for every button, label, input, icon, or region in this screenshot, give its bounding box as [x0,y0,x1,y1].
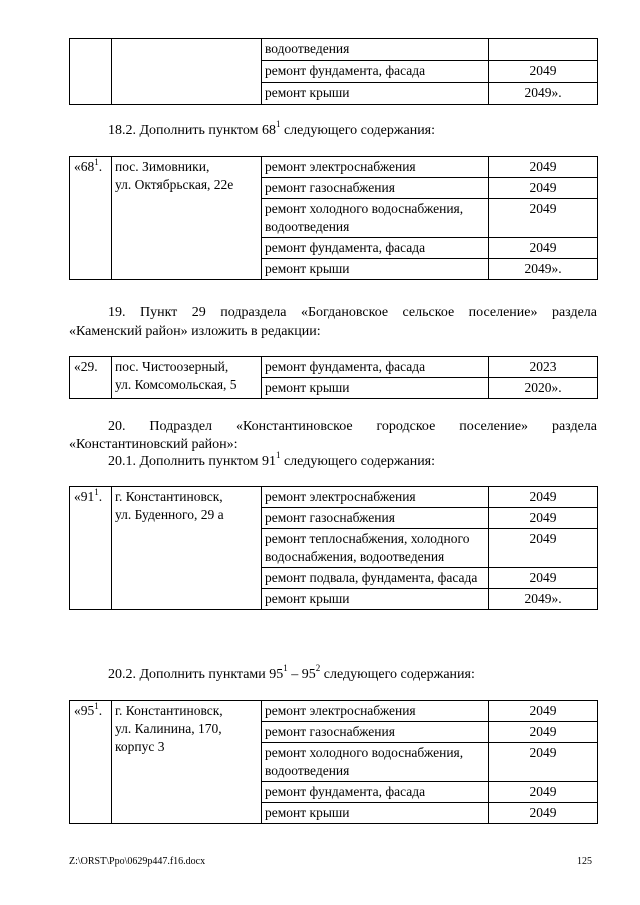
table-cell-year: 2049 [489,238,598,259]
table-cell-year: 2049». [489,589,598,610]
table-item-29 [69,356,598,399]
table-continuation [69,38,598,105]
table-cell-year: 2049 [489,722,598,743]
table-cell-work: ремонт холодного водоснабжения, водоотведения [262,199,489,238]
footer-file-path: Z:\ORST\Ppo\0629p447.f16.docx [69,856,206,867]
table-cell-work: ремонт крыши [262,83,489,105]
paragraph-20-line2: «Константиновский район»: [69,437,238,452]
table-cell-year: 2049 [489,487,598,508]
paragraph-19-line1: 19. Пункт 29 подраздела «Богдановское сельское поселение» раздела [108,305,597,320]
table-row [70,357,598,378]
table-cell-work: ремонт холодного водоснабжения, водоотведения [262,743,489,782]
table-cell-work: ремонт газоснабжения [262,508,489,529]
table-cell-number: «29. [70,357,112,399]
table-cell-work: ремонт крыши [262,378,489,399]
table-cell-year: 2049 [489,157,598,178]
table-cell-year: 2049 [489,529,598,568]
table-cell-work: ремонт теплоснабжения, холодного водоснабжения, водоотведения [262,529,489,568]
table-row [70,39,598,61]
paragraph-18-2 [69,121,597,141]
table-cell-year: 2020». [489,378,598,399]
table-cell-work: ремонт подвала, фундамента, фасада [262,568,489,589]
superscript: 2 [315,663,321,674]
table-cell-year: 2049 [489,199,598,238]
table-cell-work: ремонт электроснабжения [262,701,489,722]
table-cell-number [70,39,112,105]
table-cell-work: ремонт электроснабжения [262,487,489,508]
table-cell-work: ремонт крыши [262,259,489,280]
paragraph-text: 20.1. Дополнить пунктом 91 [108,454,276,469]
table-cell-work: ремонт фундамента, фасада [262,238,489,259]
table-cell-work: ремонт фундамента, фасада [262,357,489,378]
paragraph-20-2 [69,665,597,685]
paragraph-text: следующего содержания: [320,667,475,682]
table-cell-number: «$91^1$. [70,487,112,610]
paragraph-text: следующего содержания: [280,454,436,469]
table-cell-work: ремонт фундамента, фасада [262,782,489,803]
paragraph-text: 18.2. Дополнить пунктом 68 [108,123,276,138]
table-cell-address: г. Константиновск, ул. Калинина, 170, корпус 3 [112,701,262,824]
table-item-91-1 [69,486,598,610]
superscript: 1 [275,119,281,130]
table-cell-number: «$95^1$. [70,701,112,824]
table-row [70,157,598,178]
table-cell-year: 2023 [489,357,598,378]
table-row [70,701,598,722]
table-cell-address [112,39,262,105]
table-row [70,487,598,508]
paragraph-text: – 95 [287,667,316,682]
table-cell-year: 2049 [489,803,598,824]
table-cell-year: 2049 [489,743,598,782]
table-cell-year: 2049 [489,508,598,529]
paragraph-20-1 [69,452,597,472]
superscript: 1 [283,663,288,674]
superscript: 1 [275,450,281,461]
paragraph-20-line1: 20. Подраздел «Константиновское городское поселение» раздела [108,419,597,434]
table-cell-year [489,39,598,61]
table-cell-address: пос. Чистоозерный, ул. Комсомольская, 5 [112,357,262,399]
table-item-95-1 [69,700,598,824]
table-cell-work: ремонт крыши [262,589,489,610]
table-cell-address: г. Константиновск, ул. Буденного, 29 а [112,487,262,610]
table-cell-year: 2049». [489,259,598,280]
table-cell-work: ремонт фундамента, фасада [262,61,489,83]
table-cell-year: 2049 [489,178,598,199]
table-cell-year: 2049 [489,782,598,803]
paragraph-text: следующего содержания: [280,123,436,138]
paragraph-text: 20.2. Дополнить пунктами 95 [108,667,284,682]
table-cell-work: ремонт электроснабжения [262,157,489,178]
table-cell-year: 2049». [489,83,598,105]
table-cell-year: 2049 [489,61,598,83]
table-cell-work: ремонт газоснабжения [262,178,489,199]
table-cell-year: 2049 [489,568,598,589]
table-cell-address: пос. Зимовники, ул. Октябрьская, 22е [112,157,262,280]
page-number: 125 [577,856,592,867]
table-cell-work: ремонт крыши [262,803,489,824]
table-item-68-1 [69,156,598,280]
table-cell-number: «$68^1$. [70,157,112,280]
table-cell-work: водоотведения [262,39,489,61]
table-cell-work: ремонт газоснабжения [262,722,489,743]
paragraph-19-line2: «Каменский район» изложить в редакции: [69,324,321,339]
table-cell-year: 2049 [489,701,598,722]
